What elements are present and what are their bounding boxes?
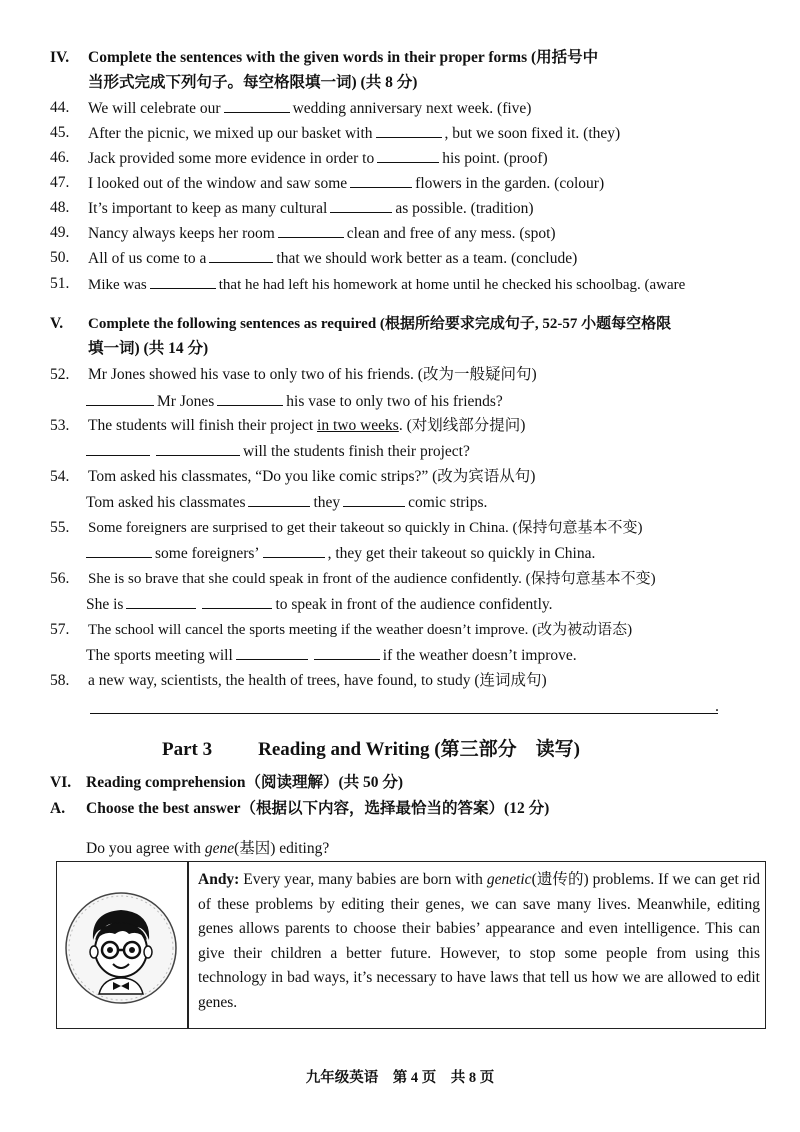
answer-text: Tom asked his classmates	[86, 494, 246, 511]
answer-blank[interactable]	[86, 543, 152, 558]
opinion-text: (遗传的) problems. If we can get rid of these problems by editing their genes, we can save many lives. Meanwhile, editing genes allows parents to choose their babies’ appearance and even intelligence. This can give their children a better future. However, to stop some people from using this technology in bad ways, it’s necessary to have laws that tell us how we are allowed to edit genes.	[198, 871, 761, 1011]
italic-term: gene	[204, 840, 235, 857]
answer-blank[interactable]	[377, 148, 439, 163]
andy-opinion-box	[56, 861, 766, 1029]
question-53-answer	[86, 441, 470, 462]
speaker-name: Andy:	[198, 871, 240, 888]
answer-text: will the students finish their project?	[243, 443, 470, 460]
question-text: his point. (proof)	[442, 150, 548, 167]
question-50	[50, 248, 578, 268]
part-3-title	[162, 734, 580, 761]
answer-text: She is	[86, 596, 124, 613]
question-47	[50, 173, 605, 193]
answer-text: to speak in front of the audience confidently.	[275, 596, 553, 613]
answer-blank[interactable]	[86, 441, 150, 456]
answer-blank[interactable]	[126, 594, 196, 609]
question-48	[50, 198, 534, 218]
answer-blank[interactable]	[376, 123, 442, 138]
question-number: 56.	[50, 570, 70, 587]
underlined-phrase: in two weeks	[317, 417, 399, 434]
answer-blank[interactable]	[156, 441, 240, 456]
question-text: Tom asked his classmates, “Do you like comic strips?” (改为宾语从句)	[88, 468, 536, 485]
answer-blank[interactable]	[343, 492, 405, 507]
reading-question	[86, 839, 329, 859]
question-number: 55.	[50, 519, 70, 536]
answer-blank[interactable]	[217, 391, 283, 406]
question-text: We will celebrate our	[88, 100, 221, 117]
question-text: . (对划线部分提问)	[398, 417, 526, 434]
andy-avatar-icon	[63, 890, 179, 1006]
question-number: 45.	[50, 124, 70, 141]
question-number: 49.	[50, 224, 70, 241]
question-text: a new way, scientists, the health of trees, have found, to study (连词成句)	[88, 672, 547, 689]
question-text: that we should work better as a team. (conclude)	[276, 250, 578, 267]
question-text: as possible. (tradition)	[395, 200, 534, 217]
question-text: The students will finish their project	[88, 417, 314, 434]
section-v-heading-line2: 填一词) (共 14 分)	[88, 340, 209, 357]
answer-blank[interactable]	[263, 543, 325, 558]
answer-blank[interactable]	[224, 98, 290, 113]
section-v-heading-line1: Complete the following sentences as required (根据所给要求完成句子, 52-57 小题每空格限	[88, 316, 672, 332]
answer-blank[interactable]	[278, 223, 344, 238]
subsection-a-letter: A.	[50, 800, 66, 817]
question-56-answer	[86, 594, 553, 615]
question-text: Jack provided some more evidence in order to	[88, 150, 375, 167]
section-iv-number: IV.	[50, 49, 70, 66]
question-text: that he had left his homework at home until he checked his schoolbag. (aware	[218, 277, 686, 293]
part-label: Part 3	[162, 739, 213, 760]
answer-blank[interactable]	[236, 645, 308, 660]
section-v-number: V.	[50, 315, 64, 332]
question-number: 57.	[50, 621, 70, 638]
question-55-prompt	[50, 518, 643, 538]
question-number: 46.	[50, 149, 70, 166]
question-number: 47.	[50, 174, 70, 191]
question-54-prompt	[50, 467, 536, 487]
answer-blank[interactable]	[314, 645, 380, 660]
answer-blank[interactable]	[209, 248, 273, 263]
question-text: Nancy always keeps her room	[88, 225, 275, 242]
question-58-end-mark: .	[715, 698, 719, 715]
question-number: 51.	[50, 275, 70, 292]
subsection-a-heading: Choose the best answer（根据以下内容，选择最恰当的答案）(12 分)	[86, 800, 550, 817]
question-number: 53.	[50, 417, 70, 434]
answer-text: some foreigners’	[155, 545, 260, 562]
question-49	[50, 223, 556, 243]
answer-text: comic strips.	[408, 494, 488, 511]
question-55-answer	[86, 543, 595, 564]
question-54-answer	[86, 492, 487, 513]
answer-blank[interactable]	[350, 173, 412, 188]
question-58-answer-line[interactable]	[90, 712, 718, 714]
question-text: Mr Jones showed his vase to only two of his friends. (改为一般疑问句)	[88, 366, 537, 383]
question-number: 58.	[50, 672, 70, 689]
answer-blank[interactable]	[202, 594, 272, 609]
part-name: Reading and Writing (第三部分 读写)	[258, 739, 580, 760]
question-text: wedding anniversary next week. (five)	[292, 100, 532, 117]
section-iv-heading-line2: 当形式完成下列句子。每空格限填一词) (共 8 分)	[88, 74, 418, 91]
question-46	[50, 148, 548, 168]
page-footer: 九年级英语 第 4 页 共 8 页	[305, 1070, 495, 1086]
box-divider	[187, 862, 189, 1028]
answer-text: if the weather doesn’t improve.	[382, 647, 577, 664]
answer-blank[interactable]	[248, 492, 310, 507]
question-53-prompt	[50, 416, 526, 436]
question-58-prompt	[50, 671, 547, 691]
question-57-prompt	[50, 620, 633, 640]
question-number: 44.	[50, 99, 70, 116]
question-text: Do you agree with	[86, 840, 205, 857]
answer-text: Mr Jones	[157, 393, 215, 410]
question-number: 52.	[50, 366, 70, 383]
answer-blank[interactable]	[330, 198, 392, 213]
andy-opinion-text	[198, 868, 760, 1015]
question-51	[50, 274, 686, 294]
question-text: It’s important to keep as many cultural	[88, 200, 328, 217]
question-text: (基因) editing?	[234, 840, 330, 857]
question-text: After the picnic, we mixed up our basket with	[88, 125, 373, 142]
answer-text: , they get their takeout so quickly in China.	[327, 545, 596, 562]
question-57-answer	[86, 645, 577, 666]
opinion-text: Every year, many babies are born with	[239, 871, 487, 888]
question-text: I looked out of the window and saw some	[88, 175, 348, 192]
section-vi-number: VI.	[50, 774, 72, 791]
answer-text: they	[313, 494, 341, 511]
question-text: Mike was	[88, 277, 147, 293]
section-vi-heading: Reading comprehension（阅读理解）(共 50 分)	[86, 774, 404, 791]
section-iv-heading-line1: Complete the sentences with the given words in their proper forms (用括号中	[88, 49, 599, 66]
question-text: She is so brave that she could speak in front of the audience confidently. (保持句意基本不变)	[88, 571, 656, 587]
question-text: flowers in the garden. (colour)	[415, 175, 605, 192]
question-number: 48.	[50, 199, 70, 216]
question-text: The school will cancel the sports meeting if the weather doesn’t improve. (改为被动语态)	[88, 622, 633, 638]
question-text: clean and free of any mess. (spot)	[346, 225, 556, 242]
italic-term: genetic	[486, 871, 532, 888]
question-52-prompt	[50, 365, 537, 385]
question-text: All of us come to a	[88, 250, 207, 267]
answer-blank[interactable]	[86, 391, 154, 406]
question-number: 54.	[50, 468, 70, 485]
answer-blank[interactable]	[150, 274, 216, 289]
answer-text: his vase to only two of his friends?	[286, 393, 503, 410]
question-number: 50.	[50, 249, 70, 266]
question-text: , but we soon fixed it. (they)	[444, 125, 621, 142]
question-52-answer	[86, 391, 503, 412]
question-56-prompt	[50, 569, 656, 589]
question-text: Some foreigners are surprised to get their takeout so quickly in China. (保持句意基本不变)	[88, 520, 643, 536]
question-45	[50, 123, 621, 143]
answer-text: The sports meeting will	[86, 647, 233, 664]
question-44	[50, 98, 532, 118]
